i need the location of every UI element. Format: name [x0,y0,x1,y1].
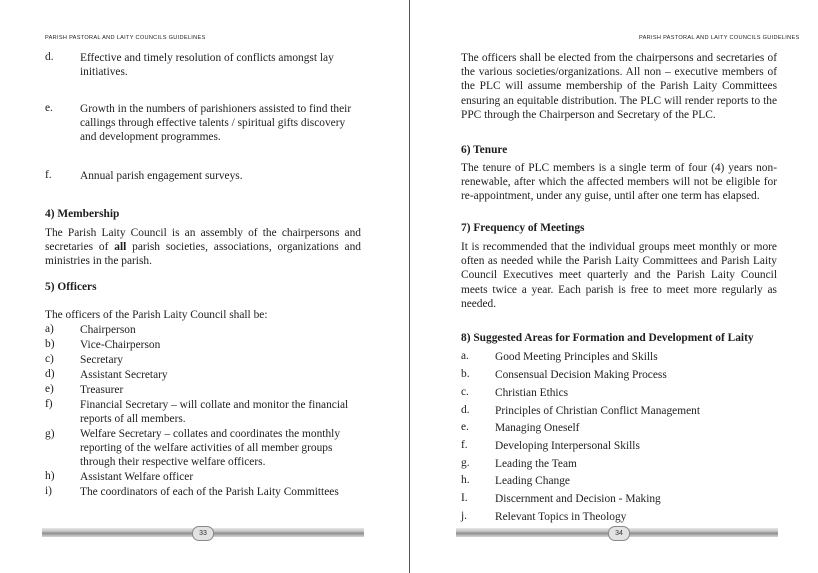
list-item: Christian Ethics [495,387,569,399]
list-item-line: reporting of the welfare activities of all member groups [80,442,333,454]
list-label: e) [45,383,54,395]
list-item-line: Financial Secretary – will collate and monitor the financial [80,399,349,411]
list-label: f. [45,169,52,181]
list-label: d. [461,404,470,416]
list-label: e. [45,102,53,114]
list-item: Leading Change [495,475,570,487]
section-heading-membership: 4) Membership [45,208,120,220]
list-item: Good Meeting Principles and Skills [495,351,658,363]
membership-paragraph: The Parish Laity Council is an assembly of the chairpersons and secretaries of all parish societies, associations, organizations and ministries in the parish. [45,227,361,268]
list-item-line: Assistant Welfare officer [80,471,194,483]
list-item-line: callings through effective talents / spiritual gifts discovery [80,117,346,129]
list-label: g) [45,428,55,440]
officers-election-paragraph: The officers shall be elected from the chairpersons and secretaries of the various societies/organizations. All non – executive members of the PLC will assume membership of the Parish Laity Committees ensuring an equitable distribution. The PLC will render reports to the PPC through the Chairperson and Secretary of the PLC. [461,52,777,121]
page-gutter [409,0,410,573]
list-label: i) [45,485,52,497]
list-item-line: The coordinators of each of the Parish Laity Committees [80,486,339,498]
list-label: b. [461,368,470,380]
list-item-line: Growth in the numbers of parishioners assisted to find their [80,103,352,115]
list-item-line: Vice-Chairperson [80,339,161,351]
list-label: f) [45,398,53,410]
list-label: e. [461,421,469,433]
right-page [411,0,818,573]
list-item-line: initiatives. [80,66,128,78]
section-heading-officers: 5) Officers [45,281,97,293]
page-number: 34 [608,526,630,541]
list-item: Consensual Decision Making Process [495,369,667,381]
list-label: I. [461,492,468,504]
list-item: Discernment and Decision - Making [495,493,661,505]
list-label: c. [461,386,469,398]
list-item-line: Chairperson [80,324,136,336]
list-item-line: Annual parish engagement surveys. [80,170,243,182]
list-item-line: through their respective welfare officers. [80,456,266,468]
list-label: b) [45,338,55,350]
section-heading-tenure: 6) Tenure [461,144,508,156]
list-label: a. [461,350,469,362]
list-item: Principles of Christian Conflict Management [495,405,700,417]
officers-intro: The officers of the Parish Laity Council shall be: [45,309,268,321]
running-header-right: PARISH PASTORAL AND LAITY COUNCILS GUIDELINES [639,35,800,41]
page-number: 33 [192,526,214,541]
list-label: c) [45,353,54,365]
list-label: d. [45,51,54,63]
list-item-line: Secretary [80,354,124,366]
list-item-line: Assistant Secretary [80,369,168,381]
list-label: h. [461,474,470,486]
list-item-line: Effective and timely resolution of conflicts amongst lay [80,52,334,64]
list-label: f. [461,439,468,451]
list-item-line: Welfare Secretary – collates and coordinates the monthly [80,428,341,440]
list-label: a) [45,323,54,335]
list-item-line: Treasurer [80,384,124,396]
section-heading-meetings: 7) Frequency of Meetings [461,222,585,234]
list-item: Leading the Team [495,458,577,470]
list-label: g. [461,457,470,469]
list-item: Developing Interpersonal Skills [495,440,640,452]
list-item-line: reports of all members. [80,413,186,425]
list-item-line: and development programmes. [80,131,221,143]
tenure-paragraph: The tenure of PLC members is a single term of four (4) years non-renewable, after which the affected members will not be eligible for re-appointment, under any guise, until after one term has elapsed. [461,162,777,203]
section-heading-areas: 8) Suggested Areas for Formation and Development of Laity [461,332,754,344]
list-label: d) [45,368,55,380]
meetings-paragraph: It is recommended that the individual groups meet monthly or more often as needed while the Parish Laity Committees and Parish Laity Council Executives meet quarterly and the Parish Laity Council meets twice a year. Each parish is free to meet more regularly as needed. [461,241,777,310]
list-label: h) [45,470,55,482]
list-item: Managing Oneself [495,422,580,434]
list-item: Relevant Topics in Theology [495,511,627,523]
running-header-left: PARISH PASTORAL AND LAITY COUNCILS GUIDELINES [45,35,206,41]
list-label: j. [461,510,468,522]
